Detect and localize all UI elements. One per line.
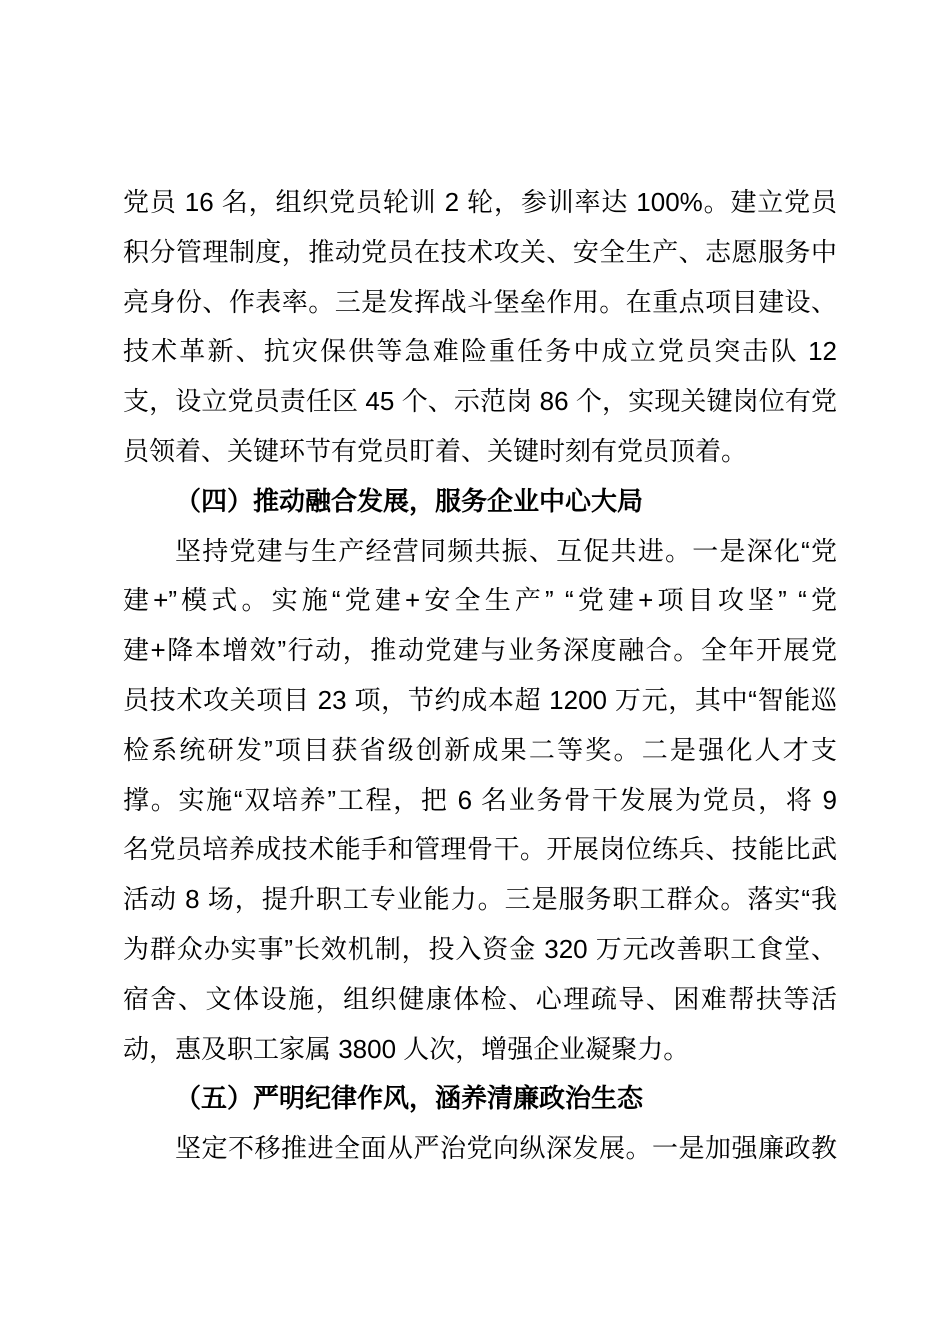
section-heading [123,1074,837,1124]
text-line: 撑。实施“双培养”工程，把 6 名业务骨干发展为党员，将 9 [123,784,837,815]
text-line: 党员 16 名，组织党员轮训 2 轮，参训率达 100%。建立党员 [123,187,837,217]
text-line: 坚持党建与生产经营同频共振、互促共进。一是深化“党 [175,535,837,566]
text-line: 支，设立党员责任区 45 个、示范岗 86 个，实现关键岗位有党 [123,386,837,417]
paragraph [123,1124,837,1174]
paragraph [123,178,837,477]
section-heading [123,477,837,527]
text-line: 员技术攻关项目 23 项，节约成本超 1200 万元，其中“智能巡 [123,684,837,715]
text-line: 员领着、关键环节有党员盯着、关键时刻有党员顶着。 [123,435,748,466]
text-line: 亮身份、作表率。三是发挥战斗堡垒作用。在重点项目建设、 [123,286,837,317]
text-line: 积分管理制度，推动党员在技术攻关、安全生产、志愿服务中 [123,236,837,267]
text-line: 名党员培养成技术能手和管理骨干。开展岗位练兵、技能比武 [123,834,837,865]
paragraph [123,527,837,1075]
text-line: 坚定不移推进全面从严治党向纵深发展。一是加强廉政教 [175,1133,837,1164]
text-line: （四）推动融合发展，服务企业中心大局 [175,485,644,516]
text-line: 动，惠及职工家属 3800 人次，增强企业凝聚力。 [123,1033,690,1064]
text-line: （五）严明纪律作风，涵养清廉政治生态 [175,1083,644,1114]
text-line: 活动 8 场，提升职工专业能力。三是服务职工群众。落实“我 [123,884,837,915]
text-line: 技术革新、抗灾保供等急难险重任务中成立党员突击队 12 [123,336,837,367]
text-line: 检系统研发”项目获省级创新成果二等奖。二是强化人才支 [123,734,837,765]
text-line: 为群众办实事”长效机制，投入资金 320 万元改善职工食堂、 [123,933,837,964]
text-line: 宿舍、文体设施，组织健康体检、心理疏导、困难帮扶等活 [123,983,837,1014]
document-content [123,178,837,1174]
text-line: 建+”模式。实施“党建+安全生产” “党建+项目攻坚” “党 [123,585,837,616]
text-line: 建+降本增效”行动，推动党建与业务深度融合。全年开展党 [123,635,837,666]
